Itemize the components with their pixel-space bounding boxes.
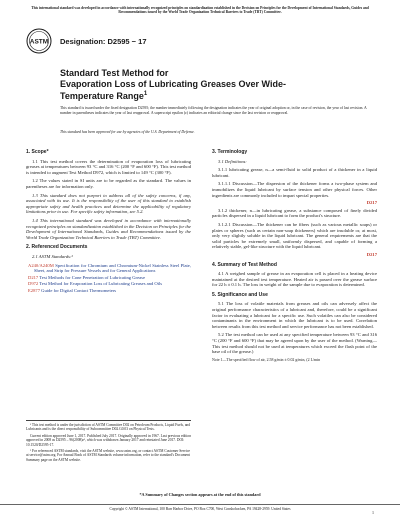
section-3-1-2: 3.1.2 thickener, n—in lubricating grease, a substance composed of finely divided particles dispersed in a liquid lubricant to form the product's structure.	[212, 207, 377, 219]
footnote-1: ¹ This test method is under the jurisdiction of ASTM Committee D02 on Petroleum Products, Liquid Fuels, and Lubricants and is the direct responsibility of Subcommittee D02.G0.03 on Physical Tests.	[26, 423, 191, 432]
summary-of-changes-notice: *A Summary of Changes section appears at the end of this standard	[139, 492, 261, 497]
footnote-2: ² For referenced ASTM standards, visit the ASTM website, www.astm.org, or contact ASTM Customer Service at service@astm.org. For Annual Book of ASTM Standards volume information, refer to the standard's Document Summary page on the ASTM website.	[26, 449, 190, 462]
section-3-1-1-1: 3.1.1.1 Discussion—The dispersion of the thickener forms a two-phase system and immobilizes the liquid lubricant by surface tension and other physical forces. Other ingredients are commonly included to impart special properties.	[212, 181, 377, 198]
document-title	[60, 68, 360, 102]
reference-item[interactable]: D217 Test Methods for Cone Penetration of Lubricating Grease	[28, 274, 145, 280]
section-4-heading: 4. Summary of Test Method	[212, 261, 277, 268]
section-1-1: 1.1 This test method covers the determination of evaporation loss of lubricating greases at temperatures between 93 °C and 316 °C (200 °F and 600 °F). This test method is intended to augment Test Method D972, which is limited to 149 °C (300 °F).	[26, 158, 191, 175]
reference-tag[interactable]: D217	[366, 251, 377, 257]
page-number: 1	[372, 510, 374, 515]
section-5-heading: 5. Significance and Use	[212, 291, 268, 298]
reference-item[interactable]: A240/A240M Specification for Chromium and Chromium-Nickel Stainless Steel Plate, Sheet, and Strip for Pressure Vessels and for General Applications	[28, 262, 191, 274]
title-line-2: Evaporation Loss of Lubricating Greases Over Wide-	[60, 78, 286, 89]
footnote-1-edition: Current edition approved June 1, 2017. Published July 2017. Originally approved in 1967. Last previous edition approved in 2008 as D2595 – 96(2008)ε¹, which was withdrawn January 2017 and reinstated June 2017. DOI: 10.1520/D2595-17.	[26, 433, 191, 447]
standard-issuance-note: This standard is issued under the fixed designation D2595; the number immediately following the designation indicates the year of original adoption or, in the case of revision, the year of last revision. A number in parentheses indicates the year of last reapproval. A superscript epsilon (ε) indicates an editorial change since the last revision or reapproval.	[60, 106, 367, 115]
section-2-heading: 2. Referenced Documents	[26, 244, 88, 251]
section-2-1: 2.1 ASTM Standards:²	[32, 253, 73, 259]
reference-item[interactable]: E2877 Guide for Digital Contact Thermometers	[28, 287, 117, 293]
section-1-heading: 1. Scope*	[26, 149, 49, 155]
astm-logo-icon	[26, 28, 52, 54]
section-5-1: 5.1 The loss of volatile materials from greases and oils can adversely affect the original performance characteristics of a lubricant and, therefore, could be a significant factor in evaluating a lubricant for a specific use. Such volatiles can also be considered contaminants in the environment in which the lubricant is to be used. Correlation between results from this test method and service performance has not been established.	[212, 301, 377, 329]
designation: Designation: D2595 − 17	[60, 37, 147, 46]
title-footnote-mark: 1	[143, 91, 148, 97]
left-column	[26, 150, 191, 294]
section-1-2: 1.2 The values stated in SI units are to be regarded as the standard. The values in parentheses are for information only.	[26, 178, 191, 189]
footnotes	[26, 420, 191, 464]
section-3-1: 3.1 Definitions:	[218, 158, 247, 164]
reference-item[interactable]: D972 Test Method for Evaporation Loss of Lubricating Greases and Oils	[28, 281, 163, 287]
section-1-4: 1.4 This international standard was developed in accordance with internationally recognized principles on standardization established in the Decision on Principles for the Development of International Standards, Guides and Recommendations issued by the World Trade Organization Technical Barriers to Trade (TBT) Committee.	[26, 217, 191, 240]
title-line-1: Standard Test Method for	[60, 68, 169, 78]
title-line-3: Temperature Range$^1$	[60, 91, 148, 101]
dod-approval-note: This standard has been approved for use by agencies of the U.S. Department of Defense.	[60, 130, 195, 134]
section-3-1-1: 3.1.1 lubricating grease, n—a semi-fluid to solid product of a thickener in a liquid lubricant.	[212, 167, 377, 178]
section-5-2: 5.2 The test method can be used at any specified temperature between 93 °C and 316 °C (200 °F and 600 °F) that may be agreed upon by the user of the method. (Warning—This test method should not be used at temperatures which exceed the flash point of the base oil of the grease.)	[212, 332, 377, 355]
international-standard-notice: This international standard was developed in accordance with internationally recognized principles on standardization established in the Decision on Principles for the Development of International Standards, Guides and Recommendations issued by the World Trade Organization Technical Barriers to Trade (TBT) Committee.	[31, 6, 369, 15]
reference-list	[26, 263, 191, 294]
logo-text: ASTM	[29, 38, 49, 46]
right-column	[212, 150, 377, 366]
section-4-1: 4.1 A weighed sample of grease in an evaporation cell is placed in a heating device maintained at the desired test temperature. Heated air is passed over the grease surface for 22 h ± 0.1 h. The loss in weight of the sample due to evaporation is determined.	[212, 271, 377, 288]
section-3-heading: 3. Terminology	[212, 149, 248, 155]
copyright-line: Copyright © ASTM International, 100 Barr Harbor Drive, PO Box C700, West Conshohocken, PA 19428-2959. United States	[0, 504, 400, 511]
reference-tag[interactable]: D217	[366, 200, 377, 206]
section-3-1-2-1: 3.1.2.1 Discussion—The thickener can be fibers (such as various metallic soaps) or plates or spheres (such as certain non-soap thickeners) which are insoluble or, at most, only very slightly soluble in the liquid lubricant. The general requirements are that the solid particles be extremely small, uniformly dispersed, and capable of forming a relatively stable, gel-like structure with the liquid lubricant.	[212, 221, 377, 250]
section-1-3: 1.3 This standard does not purport to address all of the safety concerns, if any, associated with its use. It is the responsibility of the user of this standard to establish appropriate safety and health practices and determine the applicability of regulatory limitations prior to use. For specific safety information, see 5.2.	[26, 192, 191, 215]
note-1: Note 1—The specified flow of air, 2.58 g/min ± 0.02 g/min, (2 L/min	[212, 357, 321, 362]
